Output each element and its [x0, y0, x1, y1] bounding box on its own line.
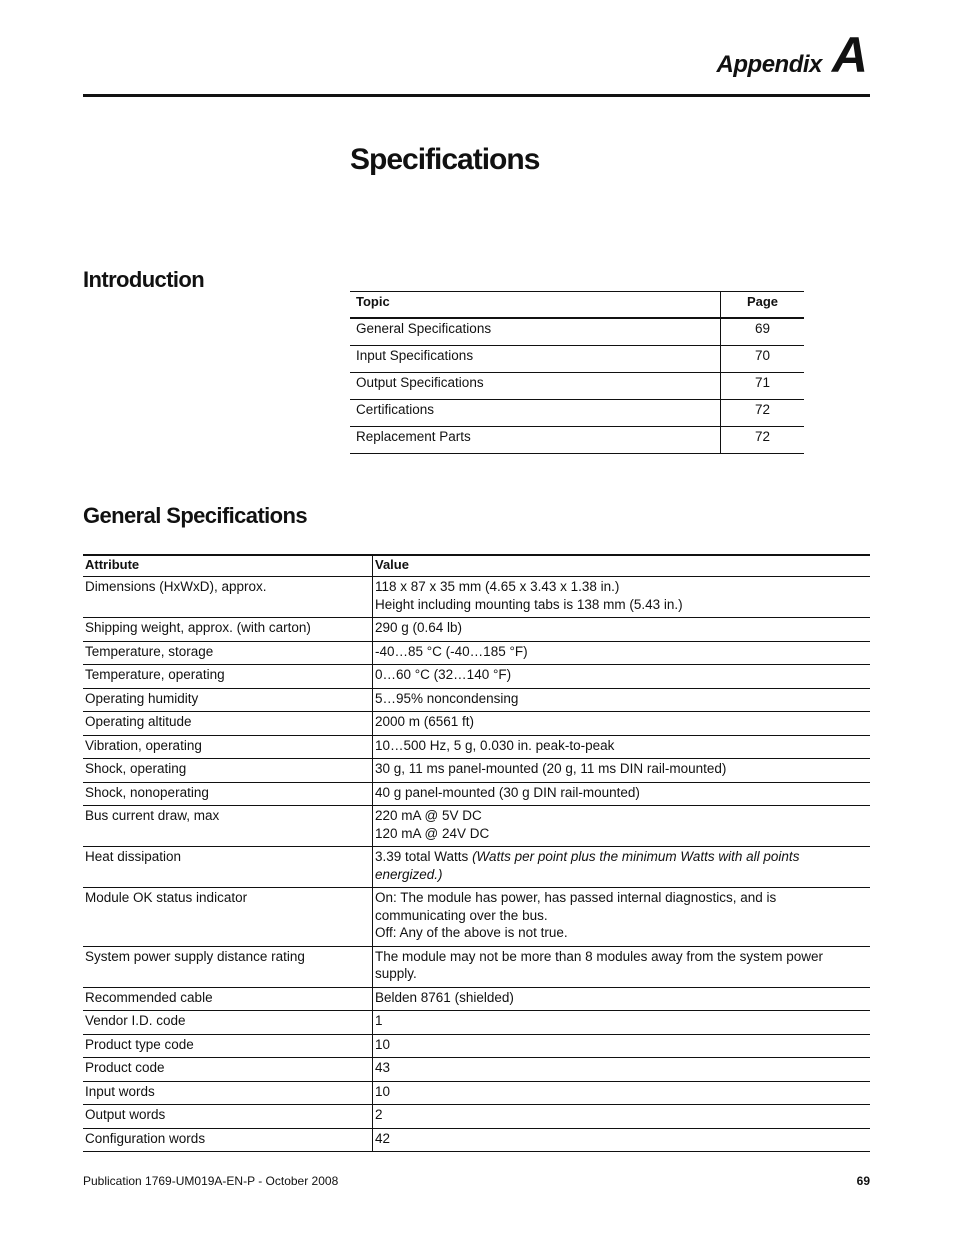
topic-cell: Certifications — [350, 400, 721, 427]
page-cell: 71 — [721, 373, 805, 400]
header-rule — [83, 94, 870, 97]
value-cell — [373, 1058, 871, 1082]
attribute-cell: Vibration, operating — [83, 735, 373, 759]
spec-row — [83, 759, 870, 783]
value-cell — [373, 987, 871, 1011]
value-line: 290 g (0.64 lb) — [375, 620, 463, 635]
spec-row — [83, 847, 870, 888]
value-line: The module may not be more than 8 modules away from the system power supply. — [375, 948, 823, 981]
attribute-cell: Shock, nonoperating — [83, 782, 373, 806]
attribute-cell: Operating humidity — [83, 688, 373, 712]
attribute-column-header: Attribute — [83, 555, 373, 577]
attribute-cell: Bus current draw, max — [83, 806, 373, 847]
topic-column-header: Topic — [350, 292, 721, 319]
spec-table — [83, 554, 870, 1152]
value-line: 5…95% noncondensing — [375, 690, 519, 706]
value-cell — [373, 735, 871, 759]
value-cell — [373, 1081, 871, 1105]
attribute-cell: Shock, operating — [83, 759, 373, 783]
attribute-cell: Input words — [83, 1081, 373, 1105]
page-title: Specifications — [350, 143, 540, 176]
topic-row — [350, 318, 804, 346]
topic-row — [350, 373, 804, 400]
spec-row — [83, 1058, 870, 1082]
value-line: Height including mounting tabs is 138 mm (5.43 in.) — [375, 596, 683, 612]
value-line: 43 — [375, 1060, 391, 1075]
spec-row — [83, 618, 870, 642]
page-column-header: Page — [721, 292, 805, 319]
value-cell — [373, 688, 871, 712]
value-line: 1 — [375, 1013, 383, 1028]
value-cell — [373, 1011, 871, 1035]
appendix-word: Appendix — [716, 51, 822, 78]
spec-row — [83, 1011, 870, 1035]
spec-row — [83, 1081, 870, 1105]
value-cell — [373, 665, 871, 689]
spec-table-header — [83, 555, 870, 577]
attribute-cell: Vendor I.D. code — [83, 1011, 373, 1035]
value-cell — [373, 712, 871, 736]
spec-row — [83, 712, 870, 736]
spec-row — [83, 946, 870, 987]
attribute-cell: Operating altitude — [83, 712, 373, 736]
attribute-cell: Product code — [83, 1058, 373, 1082]
value-line: On: The module has power, has passed internal diagnostics, and is communicating over the bus. — [375, 890, 777, 923]
value-line: 120 mA @ 24V DC — [375, 825, 490, 841]
appendix-header — [716, 27, 868, 83]
value-cell — [373, 618, 871, 642]
attribute-cell: Product type code — [83, 1034, 373, 1058]
publication-info: Publication 1769-UM019A-EN-P - October 2008 — [83, 1174, 339, 1188]
topic-row — [350, 400, 804, 427]
attribute-cell: Output words — [83, 1105, 373, 1129]
value-column-header: Value — [373, 555, 871, 577]
value-line: Off: Any of the above is not true. — [375, 925, 568, 940]
value-line: 42 — [375, 1130, 391, 1146]
spec-row — [83, 665, 870, 689]
spec-row — [83, 806, 870, 847]
value-cell — [373, 759, 871, 783]
spec-row — [83, 888, 870, 947]
value-cell — [373, 577, 871, 618]
value-line: 40 g panel-mounted (30 g DIN rail-mounted) — [375, 784, 640, 800]
attribute-cell: Recommended cable — [83, 987, 373, 1011]
appendix-letter: A — [831, 27, 868, 83]
topic-cell: Output Specifications — [350, 373, 721, 400]
value-line: 3.39 total Watts — [375, 849, 469, 864]
attribute-cell: Dimensions (HxWxD), approx. — [83, 577, 373, 618]
value-line: 220 mA @ 5V DC — [375, 808, 482, 823]
page-cell: 72 — [721, 400, 805, 427]
spec-row — [83, 1034, 870, 1058]
value-cell — [373, 782, 871, 806]
attribute-cell: System power supply distance rating — [83, 946, 373, 987]
page-cell: 69 — [721, 318, 805, 346]
value-line: -40…85 °C (-40…185 °F) — [375, 643, 528, 659]
value-note: (Watts per point plus the minimum Watts with all points energized.) — [375, 849, 800, 882]
value-line: 10 — [375, 1036, 391, 1052]
value-cell — [373, 1128, 871, 1152]
value-cell — [373, 847, 871, 888]
spec-row — [83, 641, 870, 665]
value-line: 118 x 87 x 35 mm (4.65 x 3.43 x 1.38 in.) — [375, 579, 620, 594]
attribute-cell: Configuration words — [83, 1128, 373, 1152]
topic-cell: General Specifications — [350, 318, 721, 346]
attribute-cell: Shipping weight, approx. (with carton) — [83, 618, 373, 642]
value-cell — [373, 641, 871, 665]
topic-cell: Input Specifications — [350, 346, 721, 373]
value-line: Belden 8761 (shielded) — [375, 989, 514, 1005]
page-number: 69 — [856, 1174, 870, 1188]
value-line: 10 — [375, 1083, 391, 1099]
topic-table-header — [350, 292, 804, 319]
spec-row — [83, 782, 870, 806]
value-cell — [373, 1105, 871, 1129]
topic-row — [350, 427, 804, 454]
spec-row — [83, 1128, 870, 1152]
page-cell: 72 — [721, 427, 805, 454]
value-cell — [373, 888, 871, 947]
value-cell — [373, 806, 871, 847]
general-specifications-heading: General Specifications — [83, 503, 307, 528]
value-line: 10…500 Hz, 5 g, 0.030 in. peak-to-peak — [375, 737, 615, 753]
topic-table — [350, 291, 804, 454]
value-line: 30 g, 11 ms panel-mounted (20 g, 11 ms DIN rail-mounted) — [375, 761, 727, 776]
value-line: 2 — [375, 1107, 383, 1122]
spec-row — [83, 1105, 870, 1129]
topic-row — [350, 346, 804, 373]
spec-row — [83, 688, 870, 712]
value-line: 0…60 °C (32…140 °F) — [375, 667, 512, 682]
introduction-heading: Introduction — [83, 267, 205, 292]
spec-row — [83, 577, 870, 618]
page-footer — [83, 1174, 870, 1188]
value-cell — [373, 1034, 871, 1058]
topic-cell: Replacement Parts — [350, 427, 721, 454]
page-cell: 70 — [721, 346, 805, 373]
value-line: 2000 m (6561 ft) — [375, 714, 475, 729]
attribute-cell: Temperature, operating — [83, 665, 373, 689]
attribute-cell: Module OK status indicator — [83, 888, 373, 947]
value-cell — [373, 946, 871, 987]
spec-row — [83, 735, 870, 759]
spec-row — [83, 987, 870, 1011]
attribute-cell: Heat dissipation — [83, 847, 373, 888]
attribute-cell: Temperature, storage — [83, 641, 373, 665]
